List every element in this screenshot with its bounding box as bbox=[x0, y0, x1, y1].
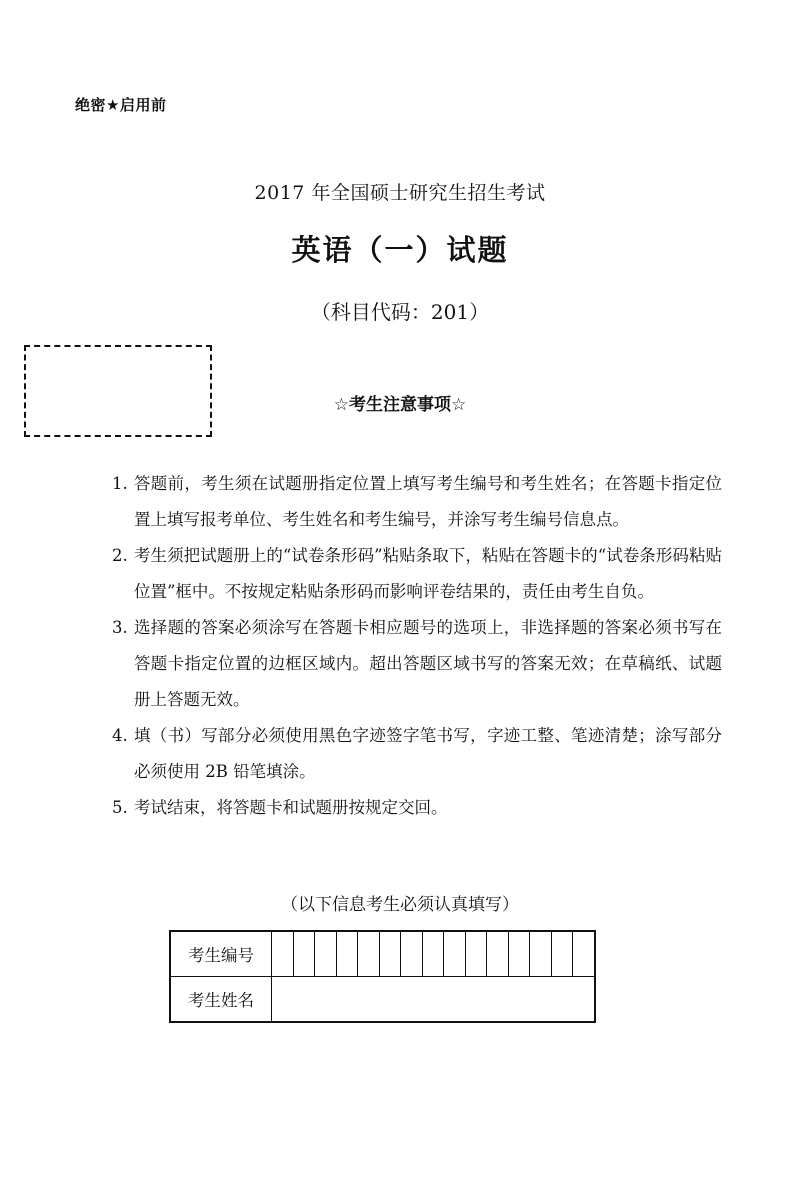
rule-text: 考试结束，将答题卡和试题册按规定交回。 bbox=[134, 798, 448, 817]
candidate-id-cell[interactable] bbox=[573, 931, 595, 977]
subject-code: （科目代码：201） bbox=[310, 300, 490, 324]
candidate-id-cell[interactable] bbox=[422, 931, 444, 977]
candidate-id-label: 考生编号 bbox=[170, 931, 272, 977]
candidate-name-row bbox=[170, 977, 595, 1023]
info-note: （以下信息考生必须认真填写） bbox=[281, 895, 519, 915]
rule-item bbox=[112, 790, 722, 826]
candidate-name-label: 考生姓名 bbox=[170, 977, 272, 1023]
rule-text: 填（书）写部分必须使用黑色字迹签字笔书写，字迹工整、笔迹清楚；涂写部分必须使用 2B 铅笔填涂。 bbox=[134, 726, 722, 781]
rule-text: 考生须把试题册上的“试卷条形码”粘贴条取下，粘贴在答题卡的“试卷条形码粘贴位置”框中。不按规定粘贴条形码而影响评卷结果的，责任由考生自负。 bbox=[134, 546, 722, 601]
secret-mark: 绝密★启用前 bbox=[75, 96, 167, 114]
rule-text: 选择题的答案必须涂写在答题卡相应题号的选项上，非选择题的答案必须书写在答题卡指定位置的边框区域内。超出答题区域书写的答案无效；在草稿纸、试题册上答题无效。 bbox=[134, 618, 722, 709]
rule-item bbox=[112, 466, 722, 538]
rule-item bbox=[112, 718, 722, 790]
rule-number: 3. bbox=[112, 618, 128, 637]
candidate-id-cell[interactable] bbox=[530, 931, 552, 977]
candidate-id-cell[interactable] bbox=[551, 931, 573, 977]
candidate-name-field[interactable] bbox=[272, 977, 595, 1023]
candidate-id-cell[interactable] bbox=[379, 931, 401, 977]
candidate-id-cell[interactable] bbox=[336, 931, 358, 977]
candidate-id-cell[interactable] bbox=[508, 931, 530, 977]
candidate-id-cell[interactable] bbox=[487, 931, 509, 977]
candidate-id-cell[interactable] bbox=[272, 931, 294, 977]
rule-item bbox=[112, 610, 722, 718]
subject-title: 英语（一）试题 bbox=[291, 233, 509, 267]
candidate-id-cell[interactable] bbox=[315, 931, 337, 977]
candidate-id-cell[interactable] bbox=[444, 931, 466, 977]
rule-number: 4. bbox=[112, 726, 128, 745]
candidate-id-cell[interactable] bbox=[293, 931, 315, 977]
exam-title: 2017 年全国硕士研究生招生考试 bbox=[254, 182, 546, 204]
candidate-id-row bbox=[170, 931, 595, 977]
rule-number: 2. bbox=[112, 546, 128, 565]
rule-number: 5. bbox=[112, 798, 128, 817]
rule-text: 答题前，考生须在试题册指定位置上填写考生编号和考生姓名；在答题卡指定位置上填写报考单位、考生姓名和考生编号，并涂写考生编号信息点。 bbox=[134, 474, 722, 529]
candidate-id-cell[interactable] bbox=[401, 931, 423, 977]
candidate-info-table bbox=[169, 930, 596, 1023]
rule-number: 1. bbox=[112, 474, 128, 493]
candidate-id-cell[interactable] bbox=[465, 931, 487, 977]
notice-heading: ☆考生注意事项☆ bbox=[333, 395, 467, 415]
candidate-id-cell[interactable] bbox=[358, 931, 380, 977]
rule-item bbox=[112, 538, 722, 610]
notice-rules bbox=[112, 466, 722, 826]
